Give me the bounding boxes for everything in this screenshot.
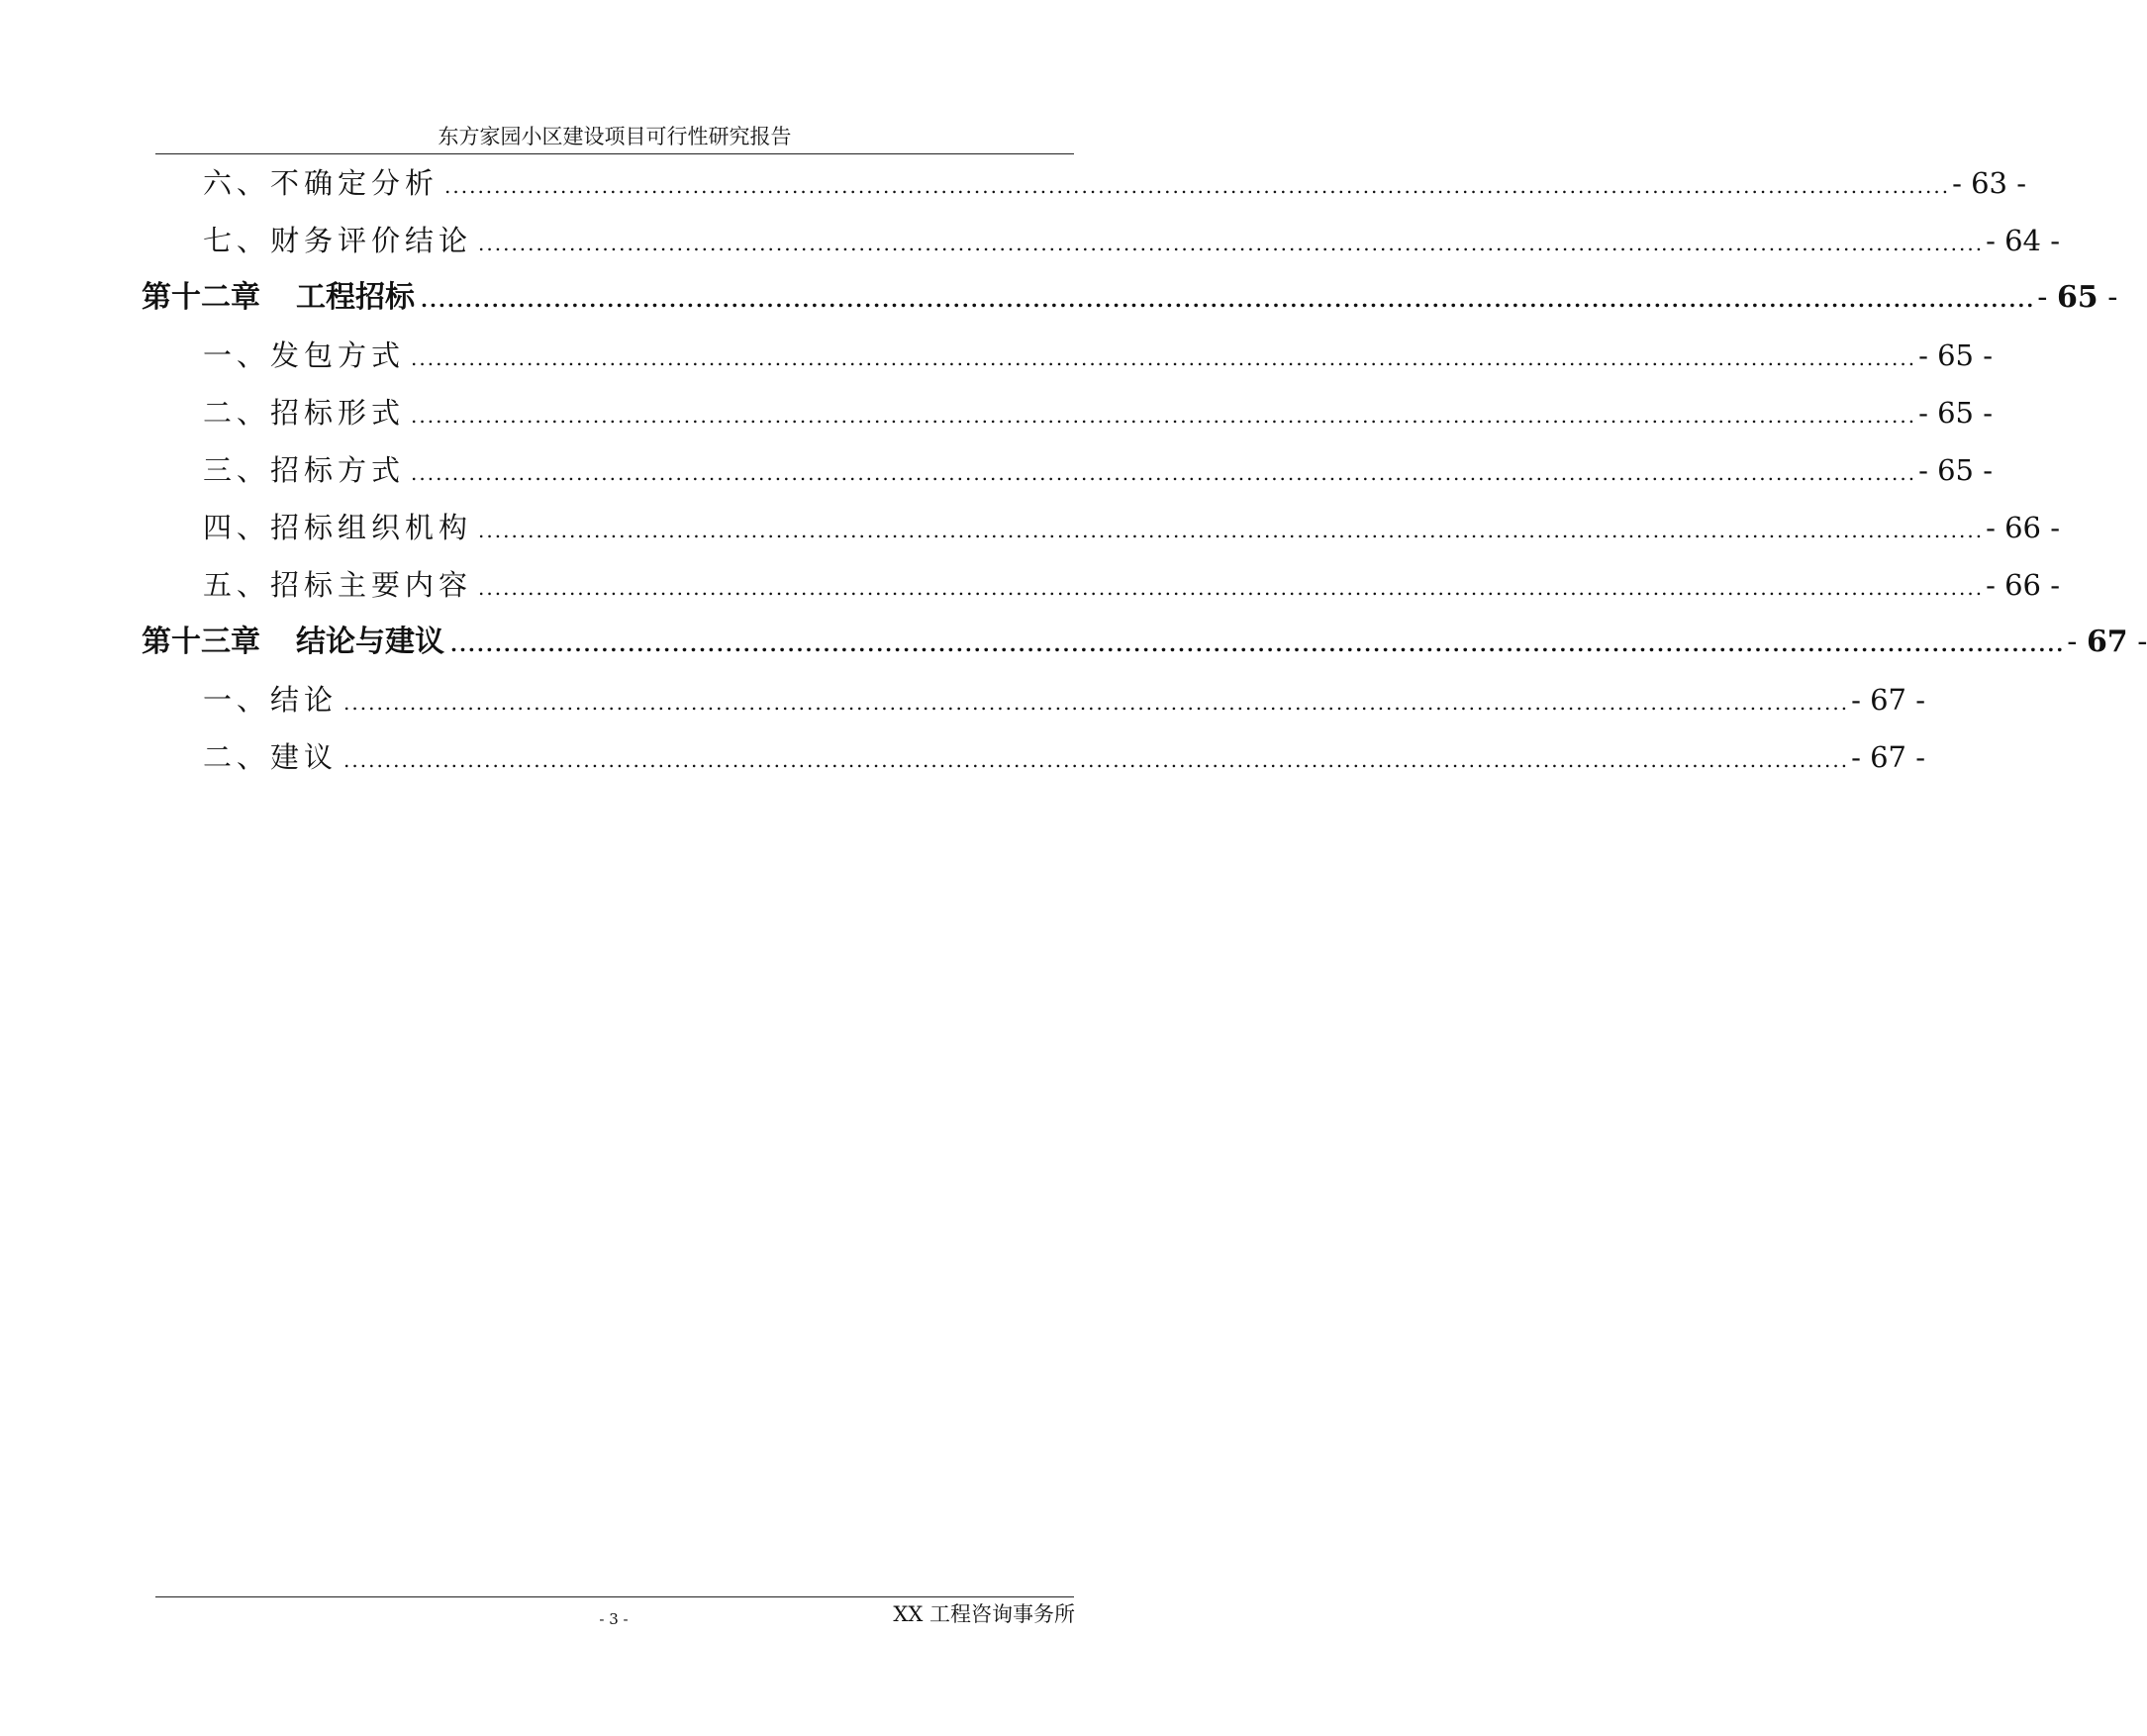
footer-page-number: - 3 - — [599, 1610, 629, 1628]
toc-dot-leader: ...................................................................................................................................................................................... — [478, 519, 1985, 542]
toc-entry-suggestions[interactable] — [161, 732, 1926, 782]
footer-divider — [155, 1596, 1074, 1597]
toc-entry-contracting-method[interactable] — [161, 331, 1994, 380]
toc-entry-financial-conclusion[interactable] — [161, 216, 2061, 265]
toc-entry-page: - 66 - — [1986, 568, 2061, 602]
toc-entry-label: 三、招标方式 — [203, 453, 406, 487]
toc-chapter-number: 第十二章 — [142, 280, 260, 315]
toc-dot-leader: ...................................................................................................................................................................................... — [421, 288, 2036, 312]
toc-dot-leader: ...................................................................................................................................................................................... — [444, 174, 1951, 198]
toc-entry-page: - 65 - — [1918, 453, 1994, 487]
toc-chapter-number: 第十三章 — [142, 625, 260, 659]
toc-dot-leader: ...................................................................................................................................................................................... — [343, 748, 1850, 772]
header-divider — [155, 153, 1074, 154]
toc-entry-label: 二、建议 — [203, 740, 339, 774]
toc-entry-label: 七、财务评价结论 — [203, 224, 473, 257]
toc-chapter-title: 工程招标 — [296, 280, 415, 315]
toc-chapter-13[interactable] — [142, 618, 2147, 667]
toc-dot-leader: ...................................................................................................................................................................................... — [478, 576, 1985, 600]
toc-chapter-label — [142, 273, 415, 323]
toc-chapter-page: - 65 - — [2037, 280, 2118, 315]
toc-entry-page: - 67 - — [1851, 683, 1926, 717]
toc-chapter-12[interactable] — [142, 273, 2118, 323]
toc-entry-bidding-method[interactable] — [161, 445, 1994, 495]
toc-chapter-page: - 67 - — [2067, 625, 2147, 659]
toc-entry-label: 一、结论 — [203, 683, 339, 717]
toc-entry-label: 二、招标形式 — [203, 396, 406, 430]
toc-entry-label: 四、招标组织机构 — [203, 511, 473, 544]
toc-dot-leader: ...................................................................................................................................................................................... — [450, 632, 2066, 656]
toc-entry-page: - 65 - — [1918, 396, 1994, 430]
toc-entry-page: - 64 - — [1986, 224, 2061, 257]
page-header-title: 东方家园小区建设项目可行性研究报告 — [438, 125, 792, 148]
toc-chapter-title: 结论与建议 — [296, 625, 444, 659]
toc-entry-bidding-form[interactable] — [161, 388, 1994, 437]
toc-entry-page: - 67 - — [1851, 740, 1926, 774]
toc-entry-page: - 63 - — [1952, 166, 2027, 200]
toc-entry-page: - 65 - — [1918, 338, 1994, 372]
toc-entry-label: 一、发包方式 — [203, 338, 406, 372]
toc-dot-leader: ...................................................................................................................................................................................... — [411, 346, 1917, 370]
toc-entry-label: 五、招标主要内容 — [203, 568, 473, 602]
toc-entry-bidding-content[interactable] — [161, 560, 2061, 610]
toc-entry-uncertainty-analysis[interactable] — [161, 158, 2027, 208]
footer-organization: XX 工程咨询事务所 — [893, 1602, 1075, 1626]
toc-dot-leader: ...................................................................................................................................................................................... — [411, 461, 1917, 485]
toc-dot-leader: ...................................................................................................................................................................................... — [478, 232, 1985, 255]
toc-dot-leader: ...................................................................................................................................................................................... — [343, 691, 1850, 715]
toc-entry-conclusion[interactable] — [161, 675, 1926, 724]
toc-dot-leader: ...................................................................................................................................................................................... — [411, 404, 1917, 428]
toc-entry-label: 六、不确定分析 — [203, 166, 439, 200]
toc-entry-bidding-organization[interactable] — [161, 503, 2061, 552]
toc-chapter-label — [142, 618, 444, 667]
toc-entry-page: - 66 - — [1986, 511, 2061, 544]
